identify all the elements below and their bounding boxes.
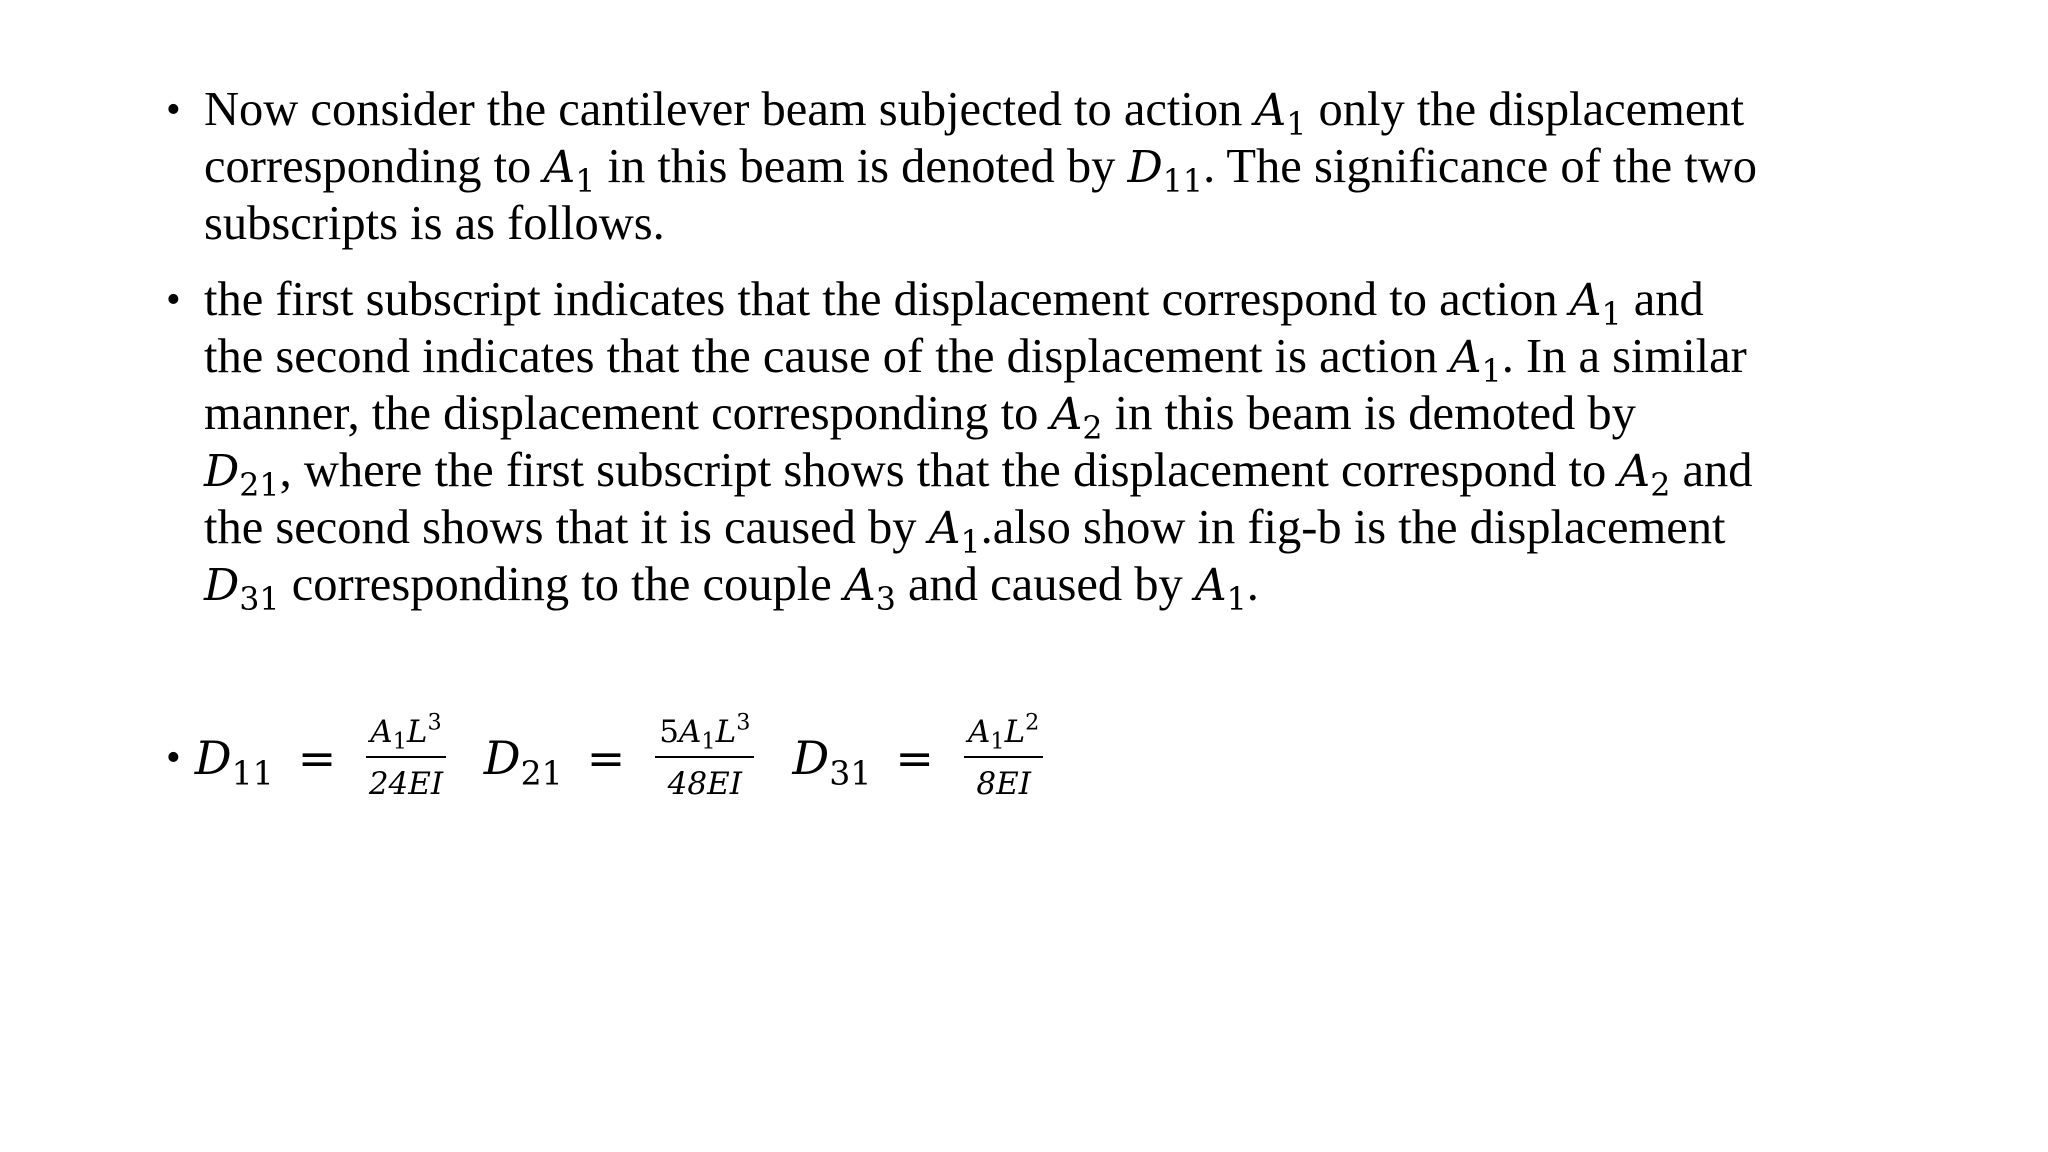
fraction [366,709,445,804]
math-symbol: $A_1$ [1194,560,1247,619]
math-symbol: $A_1$ [928,503,981,562]
equation-lhs: $D_{31}$ [792,731,872,793]
equation-lhs: $D_{11}$ [194,731,274,793]
math-symbol: $A_2$ [1618,446,1671,505]
fraction-denominator: 48EI [667,766,742,802]
math-symbol: $D_{31}$ [204,560,280,619]
equals-sign: = [586,731,626,785]
text-line: corresponding to $A_1$ in this beam is denoted by $D_{11}$. The significance of the two [204,140,1758,201]
equation-lhs: $D_{21}$ [483,731,563,793]
math-symbol: $D_{11}$ [1127,142,1204,201]
equation-d21 [483,709,755,804]
fraction-numerator: $A_1L^3$ [366,712,445,758]
fraction-numerator: $A_1L^2$ [964,712,1043,758]
text-line: the second shows that it is caused by $A_1.also$ show in fig-b is the displacement [204,501,1726,562]
text-line: $D_{31}$ corresponding to the couple $A_3$ and caused by $A_1$. [204,558,1259,619]
bullet-marker: • [166,87,181,133]
math-symbol: $D_{21}$ [204,446,280,505]
equation-d11 [194,709,446,804]
equations-row [166,702,1081,814]
bullet-marker: • [166,735,181,781]
math-symbol: $A_3$ [843,560,896,619]
math-symbol: $A_1$ [1449,332,1502,391]
text-line: $D_{21}$, where the first subscript shows that the displacement correspond to $A_2$ and [204,444,1753,505]
text-line: manner, the displacement corresponding to $A_2$ in this beam is demoted by [204,387,1636,448]
fraction-denominator: 24EI [368,766,444,802]
text-line: Now consider the cantilever beam subjected to action $A_1$ only the displacement [204,83,1745,144]
math-symbol: $A_2$ [1050,389,1103,448]
bullet-marker: • [166,277,181,323]
text-line: the first subscript indicates that the displacement correspond to action $A_1$ and [204,273,1704,334]
fraction-denominator: 8EI [976,766,1031,802]
math-symbol: $A_1$ [1569,275,1622,334]
equals-sign: = [297,731,337,785]
fraction-numerator: $5A_1L^3$ [655,712,754,758]
math-symbol: $A_1$ [1254,85,1307,144]
bullet-paragraph-1 [166,82,1884,252]
text-line: the second indicates that the cause of the displacement is action $A_1$. In a similar [204,330,1747,391]
fraction [964,709,1043,804]
equals-sign: = [895,731,934,785]
equation-d31 [792,709,1043,804]
math-symbol: $A_1$ [543,142,596,201]
fraction [655,709,754,804]
bullet-paragraph-2 [166,272,1884,619]
text-line: subscripts is as follows. [204,197,665,250]
